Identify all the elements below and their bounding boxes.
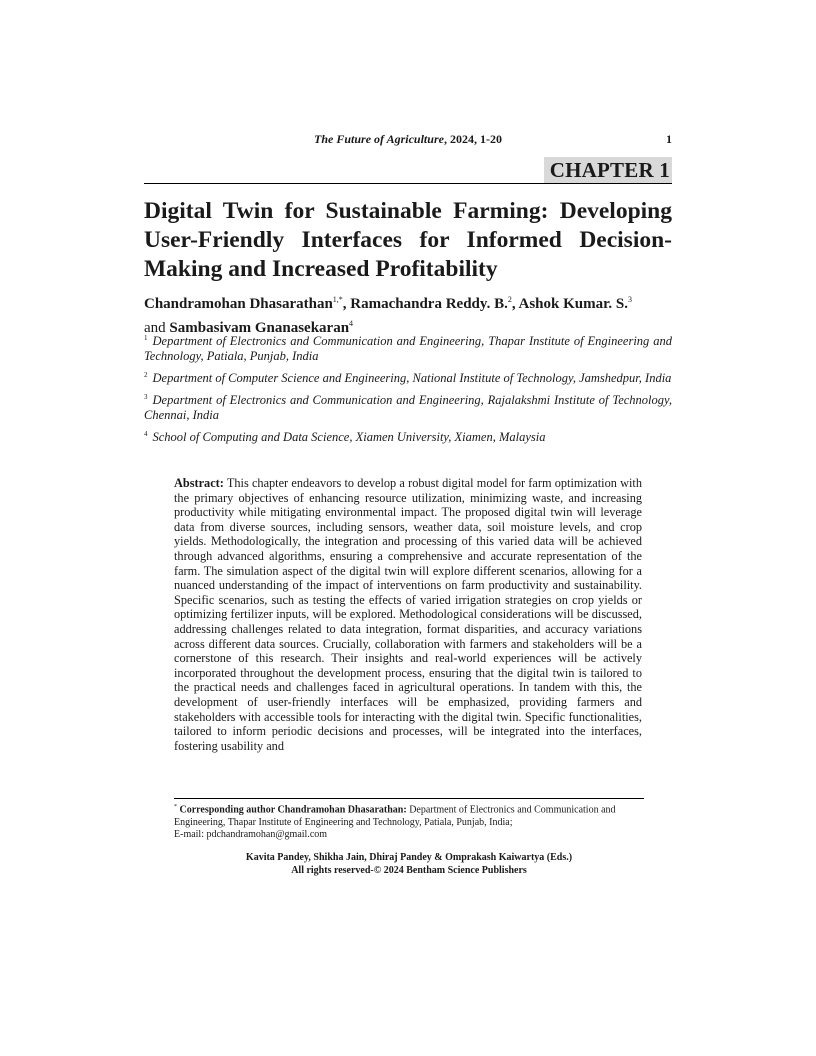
author-name: Chandramohan Dhasarathan (144, 296, 333, 312)
journal-details: , 2024, 1-20 (443, 132, 502, 146)
affiliation (144, 390, 672, 423)
affiliation-list (144, 331, 672, 450)
footnote-email: E-mail: pdchandramohan@gmail.com (174, 829, 328, 841)
header-rule (144, 183, 672, 184)
author-affiliation-mark: 4 (349, 319, 354, 328)
affiliation-text: Department of Electronics and Communication and Engineering, Rajalakshmi Institute of Technology, Chennai, India (144, 393, 672, 423)
copyright-line: All rights reserved-© 2024 Bentham Science Publishers (291, 864, 527, 876)
footnote-mark: * (174, 804, 177, 810)
page-number: 1 (666, 132, 672, 146)
journal-name: The Future of Agriculture (314, 132, 444, 146)
abstract-text: This chapter endeavors to develop a robust digital model for farm optimization with the primary objectives of enhancing resource utilization, minimizing waste, and increasing productivity while mitigating environmental impact. The proposed digital twin will leverage data from diverse sources, including sensors, weather data, soil moisture levels, and crop yields. Methodologically, the integration and processing of this varied data will be achieved through advanced algorithms, ensuring a comprehensive and accurate representation of the farm. The simulation aspect of the digital twin will explore different scenarios, allowing for a nuanced understanding of the impact of interventions on farm productivity and sustainability. Specific scenarios, such as testing the effects of varied irrigation strategies on crop yields or optimizing fertilizer inputs, will be explored. Methodological considerations will be discussed, addressing challenges related to data integration, format disparities, and accuracy variations across different data sources. Crucially, collaboration with farmers and stakeholders will be a cornerstone of this research. Their insights and real-world experiences will be actively incorporated throughout the development process, ensuring that the digital twin is tailored to the practical needs and challenges faced in agricultural operations. In tandem with this, the development of user-friendly interfaces will be emphasized, providing farmers and stakeholders with accessible tools for interacting with the digital twin. Specific functionalities, tailored to inform periodic decisions and processes, will be integrated into the interfaces, fostering usability and (174, 476, 642, 753)
footnote-rule (174, 798, 644, 799)
affiliation-number: 3 (144, 393, 148, 402)
journal-citation (144, 132, 672, 147)
affiliation-number: 1 (144, 334, 148, 342)
abstract-label: Abstract: (174, 476, 224, 490)
affiliation-number: 4 (144, 430, 148, 439)
affiliation-text: School of Computing and Data Science, Xiamen University, Xiamen, Malaysia (152, 430, 546, 445)
footnote-label: Corresponding author Chandramohan Dhasarathan: (179, 804, 407, 816)
author-conjunction: and (144, 320, 170, 336)
author-name: Ramachandra Reddy. B. (350, 296, 508, 312)
author-name: Ashok Kumar. S. (518, 296, 628, 312)
affiliation (144, 427, 672, 445)
affiliation-text: Department of Electronics and Communication and Engineering, Thapar Institute of Engineering and Technology, Patiala, Punjab, India (144, 334, 672, 364)
abstract (174, 476, 642, 753)
author-separator: , (342, 296, 351, 312)
author-affiliation-mark: 2 (507, 295, 512, 304)
publisher-info (174, 852, 644, 877)
editors-line: Kavita Pandey, Shikha Jain, Dhiraj Pandey & Omprakash Kaiwartya (Eds.) (245, 852, 573, 863)
chapter-label: CHAPTER 1 (544, 157, 672, 183)
affiliation-text: Department of Computer Science and Engineering, National Institute of Technology, Jamshedpur, India (152, 371, 672, 386)
affiliation-number: 2 (144, 371, 148, 380)
author-separator: , (511, 296, 519, 312)
author-affiliation-mark: 3 (628, 295, 632, 304)
affiliation (144, 368, 672, 386)
footnote-text: Department of Electronics and Communication and Engineering, Thapar Institute of Engineering and Technology, Patiala, Punjab, India; (174, 804, 616, 828)
chapter-title: Digital Twin for Sustainable Farming: Developing User-Friendly Interfaces for Informed Decision-Making and Increased Profitability (144, 198, 672, 282)
affiliation (144, 331, 672, 364)
author-affiliation-mark: 1,* (332, 295, 343, 304)
footnote (174, 801, 644, 842)
author-name: Sambasivam Gnanasekaran (169, 320, 350, 336)
